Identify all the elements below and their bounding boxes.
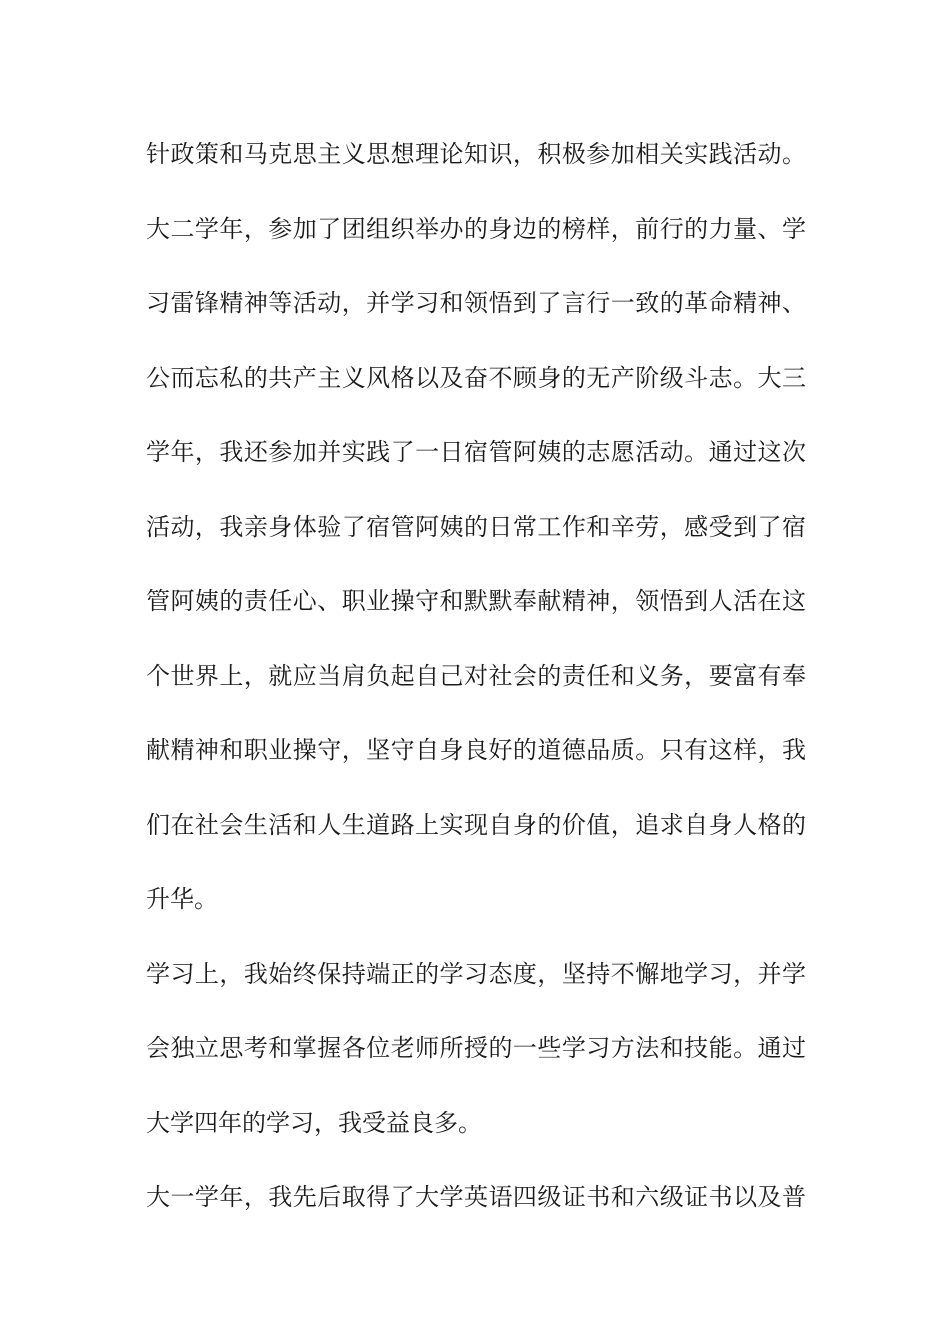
text-line: 们在社会生活和人生道路上实现自身的价值，追求自身人格的 [146,810,806,839]
text-line: 活动，我亲身体验了宿管阿姨的日常工作和辛劳，感受到了宿 [146,512,806,541]
text-line: 升华。 [146,885,218,913]
text-line: 献精神和职业操守，坚守自身良好的道德品质。只有这样，我 [146,736,806,764]
text-line: 公而忘私的共产主义风格以及奋不顾身的无产阶级斗志。大三 [146,363,806,392]
text-line: 个世界上，就应当肩负起自己对社会的责任和义务，要富有奉 [146,661,806,690]
text-line: 学年，我还参加并实践了一日宿管阿姨的志愿活动。通过这次 [146,438,806,466]
text-line: 大一学年，我先后取得了大学英语四级证书和六级证书以及普 [146,1183,806,1211]
document-body [146,130,806,1248]
text-line: 大学四年的学习，我受益良多。 [146,1108,482,1137]
text-line: 针政策和马克思主义思想理论知识，积极参加相关实践活动。 [146,140,806,168]
text-line: 会独立思考和掌握各位老师所授的一些学习方法和技能。通过 [146,1034,806,1062]
text-line: 习雷锋精神等活动，并学习和领悟到了言行一致的革命精神、 [146,289,806,317]
text-line: 大二学年，参加了团组织举办的身边的榜样，前行的力量、学 [146,214,806,243]
text-line: 学习上，我始终保持端正的学习态度，坚持不懈地学习，并学 [146,959,806,988]
text-line: 管阿姨的责任心、职业操守和默默奉献精神，领悟到人活在这 [146,587,806,615]
